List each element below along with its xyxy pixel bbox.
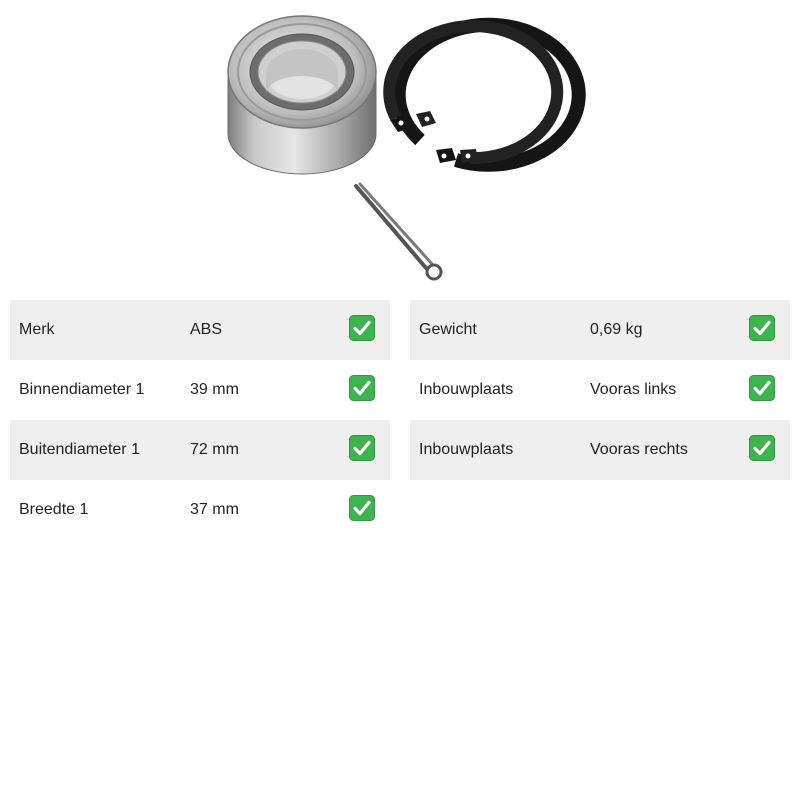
spec-row: [10, 480, 390, 540]
spec-value: ABS: [190, 321, 223, 338]
spec-row: [10, 360, 390, 420]
check-icon: [749, 435, 775, 461]
spec-value: 39 mm: [190, 381, 239, 398]
spec-label: Inbouwplaats: [419, 381, 514, 398]
product-image: [220, 10, 590, 290]
spec-table-left: [10, 300, 390, 540]
check-icon: [349, 495, 375, 521]
spec-value: 72 mm: [190, 441, 239, 458]
spec-value: 37 mm: [190, 501, 239, 518]
check-icon: [749, 315, 775, 341]
cotter-pin: [356, 184, 441, 279]
spec-label: Merk: [19, 321, 55, 338]
spec-row: [410, 420, 790, 480]
check-icon: [349, 315, 375, 341]
spec-row: [10, 420, 390, 480]
spec-value: 0,69 kg: [590, 321, 643, 338]
spec-label: Breedte 1: [19, 501, 89, 518]
spec-row: [10, 300, 390, 360]
check-icon: [349, 435, 375, 461]
spec-label: Buitendiameter 1: [19, 441, 140, 458]
bearing: [228, 16, 376, 174]
check-icon: [349, 375, 375, 401]
spec-table-right: [410, 300, 790, 480]
spec-row: [410, 300, 790, 360]
spec-value: Vooras rechts: [590, 441, 688, 458]
spec-row: [410, 360, 790, 420]
spec-label: Inbouwplaats: [419, 441, 514, 458]
spec-value: Vooras links: [590, 381, 677, 398]
spec-label: Binnendiameter 1: [19, 381, 145, 398]
check-icon: [749, 375, 775, 401]
spec-label: Gewicht: [419, 321, 477, 338]
